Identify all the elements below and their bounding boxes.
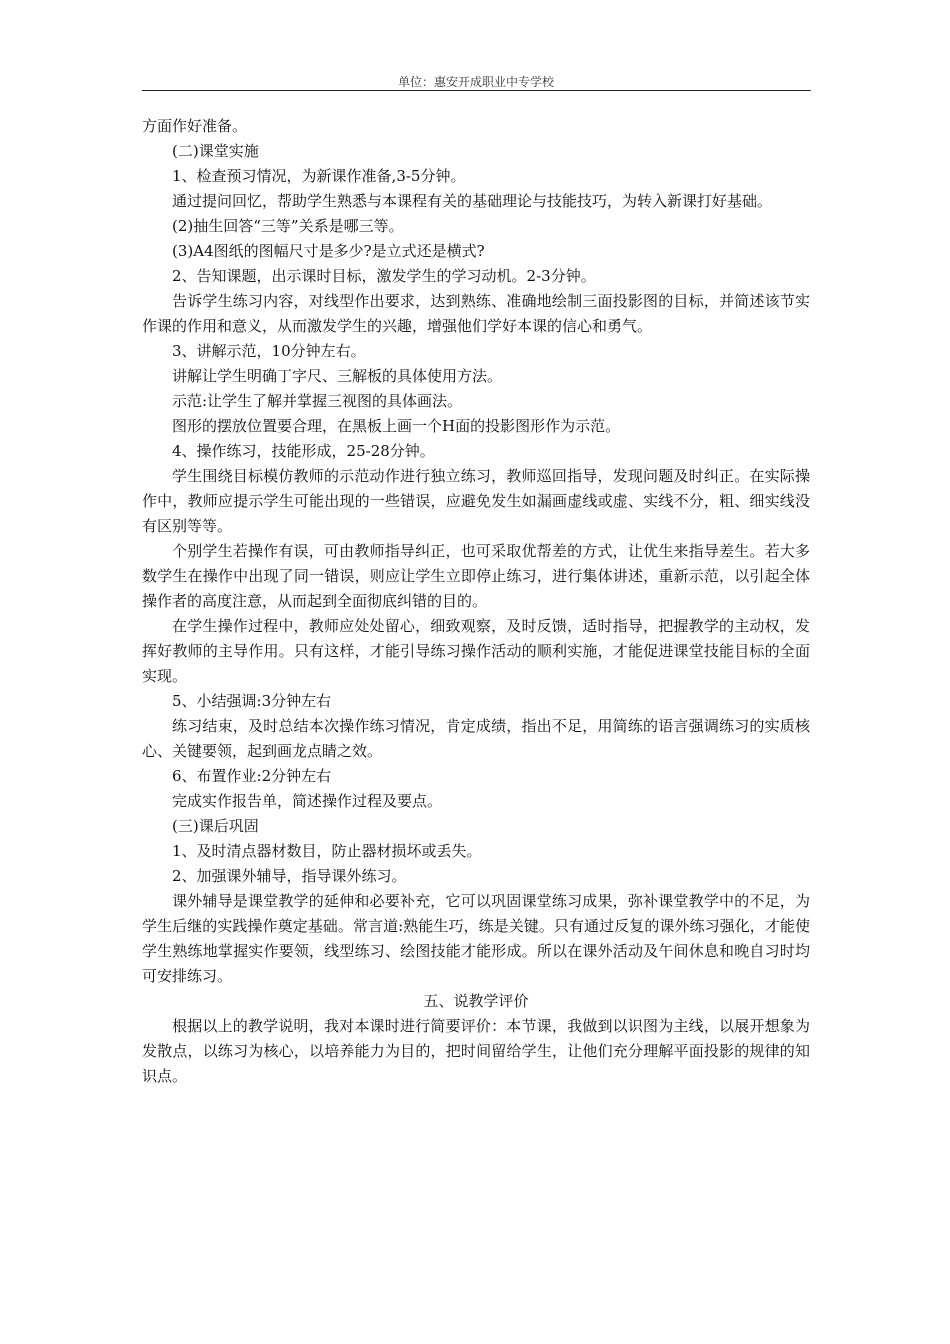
step-4-heading: 4、操作练习，技能形成，25-28分钟。	[172, 442, 435, 460]
paragraph: 课外辅导是课堂教学的延伸和必要补充，它可以巩固课堂练习成果，弥补课堂教学中的不足，为学生后继的实践操作奠定基础。常言道:熟能生巧，练是关键。只有通过反复的课外练习强化，才能使学生熟练地掌握实作要领，线型练习、绘图技能才能形成。所以在课外活动及午间休息和晚自习时均可安排练习。	[142, 892, 810, 985]
paragraph: 学生围绕目标模仿教师的示范动作进行独立练习，教师巡回指导，发现问题及时纠正。在实际操作中，教师应提示学生可能出现的一些错误，应避免发生如漏画虚线或虚、实线不分，粗、细实线没有区别等等。	[142, 467, 810, 535]
paragraph: 练习结束，及时总结本次操作练习情况，肯定成绩，指出不足，用简练的语言强调练习的实质核心、关键要领，起到画龙点睛之效。	[142, 717, 810, 760]
subsection-heading-classroom: (二)课堂实施	[172, 142, 259, 160]
page-header	[142, 75, 812, 94]
paragraph: 讲解让学生明确丁字尺、三解板的具体使用方法。	[172, 367, 503, 385]
step-6-heading: 6、布置作业:2分钟左右	[172, 767, 332, 785]
paragraph: 在学生操作过程中，教师应处处留心，细致观察，及时反馈，适时指导，把握教学的主动权，发挥好教师的主导作用。只有这样，才能引导练习操作活动的顺利实施，才能促进课堂技能目标的全面实现。	[142, 617, 810, 685]
paragraph: 个别学生若操作有误，可由教师指导纠正，也可采取优帮差的方式，让优生来指导差生。若大多数学生在操作中出现了同一错误，则应让学生立即停止练习，进行集体讲述，重新示范，以引起全体操作者的高度注意，从而起到全面彻底纠错的目的。	[142, 542, 810, 610]
paragraph-continuation: 方面作好准备。	[142, 117, 248, 135]
list-item: 2、加强课外辅导，指导课外练习。	[172, 867, 407, 885]
paragraph: 完成实作报告单，简述操作过程及要点。	[172, 792, 443, 810]
question-item: (3)A4图纸的图幅尺寸是多少?是立式还是横式?	[172, 242, 485, 260]
step-3-heading: 3、讲解示范，10分钟左右。	[172, 342, 366, 360]
step-2-heading: 2、告知课题，出示课时目标，激发学生的学习动机。2-3分钟。	[172, 267, 596, 285]
paragraph: 图形的摆放位置要合理，在黑板上画一个H面的投影图形作为示范。	[172, 417, 621, 435]
paragraph: 告诉学生练习内容，对线型作出要求，达到熟练、准确地绘制三面投影图的目标，并简述该节实作课的作用和意义，从而激发学生的兴趣，增强他们学好本课的信心和勇气。	[142, 292, 810, 335]
paragraph: 示范:让学生了解并掌握三视图的具体画法。	[172, 392, 463, 410]
document-body	[142, 114, 810, 1089]
header-mark: .	[809, 84, 812, 94]
paragraph: 通过提问回忆，帮助学生熟悉与本课程有关的基础理论与技能技巧，为转入新课打好基础。	[172, 192, 773, 210]
question-item: (2)抽生回答“三等”关系是哪三等。	[172, 217, 404, 235]
subsection-heading-consolidation: (三)课后巩固	[172, 817, 259, 835]
header-unit-text: 单位：惠安开成职业中专学校	[397, 75, 554, 89]
list-item: 1、及时清点器材数目，防止器材损坏或丢失。	[172, 842, 482, 860]
step-1-heading: 1、检查预习情况，为新课作准备,3-5分钟。	[172, 167, 466, 185]
paragraph: 根据以上的教学说明，我对本课时进行简要评价：本节课，我做到以识图为主线，以展开想象为发散点，以练习为核心，以培养能力为目的，把时间留给学生，让他们充分理解平面投影的规律的知识点。	[142, 1017, 810, 1085]
step-5-heading: 5、小结强调:3分钟左右	[172, 692, 332, 710]
section-title-evaluation: 五、说教学评价	[423, 992, 529, 1010]
